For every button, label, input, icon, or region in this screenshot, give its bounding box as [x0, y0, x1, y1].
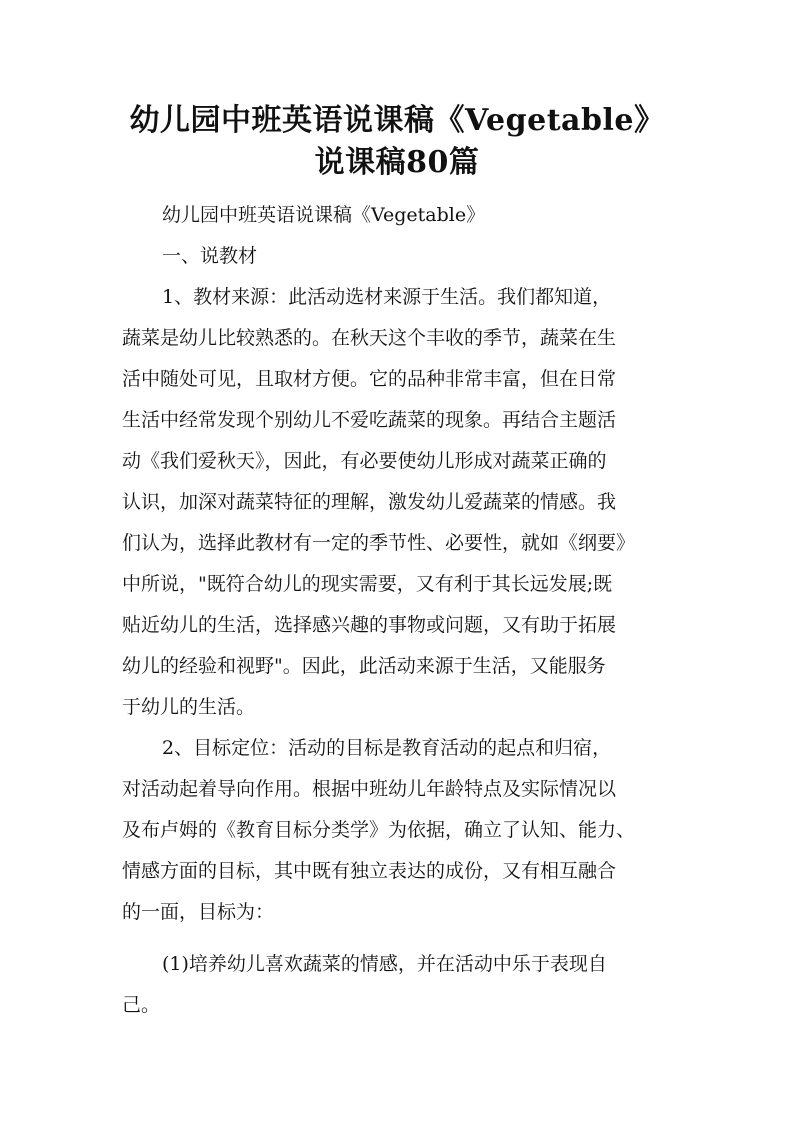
paragraph-2-line: 对活动起着导向作用。根据中班幼儿年龄特点及实际情况以: [122, 778, 617, 800]
paragraph-2-line: 2、目标定位：活动的目标是教育活动的起点和归宿，: [162, 737, 612, 759]
document-subtitle: 幼儿园中班英语说课稿《Vegetable》: [162, 204, 486, 226]
paragraph-3-line: (1)培养幼儿喜欢蔬菜的情感，并在活动中乐于表现自: [162, 953, 607, 975]
paragraph-1-line: 认识，加深对蔬菜特征的理解，激发幼儿爱蔬菜的情感。我: [122, 491, 617, 513]
paragraph-2-line: 情感方面的目标，其中既有独立表达的成份，又有相互融合: [122, 860, 617, 882]
paragraph-1-line: 动《我们爱秋天》，因此，有必要使幼儿形成对蔬菜正确的: [122, 450, 607, 472]
paragraph-2-line: 及布卢姆的《教育目标分类学》为依据，确立了认知、能力、: [122, 819, 636, 841]
paragraph-3-line: 己。: [122, 994, 161, 1016]
paragraph-1-line: 中所说，"既符合幼儿的现实需要，又有利于其长远发展;既: [122, 573, 613, 595]
paragraph-2-line: 的一面，目标为：: [122, 901, 275, 923]
section-heading: 一、说教材: [162, 245, 258, 267]
paragraph-1-line: 生活中经常发现个别幼儿不爱吃蔬菜的现象。再结合主题活: [122, 409, 617, 431]
document-title-line-2: 说课稿80篇: [314, 145, 480, 180]
document-title-line-1: 幼儿园中班英语说课稿《Vegetable》: [129, 103, 665, 138]
paragraph-1-line: 蔬菜是幼儿比较熟悉的。在秋天这个丰收的季节，蔬菜在生: [122, 327, 617, 349]
paragraph-1-line: 贴近幼儿的生活，选择感兴趣的事物或问题，又有助于拓展: [122, 614, 617, 636]
paragraph-1-line: 幼儿的经验和视野"。因此，此活动来源于生活，又能服务: [122, 655, 606, 677]
paragraph-1-line: 1、教材来源：此活动选材来源于生活。我们都知道，: [162, 286, 612, 308]
paragraph-1-line: 们认为，选择此教材有一定的季节性、必要性，就如《纲要》: [122, 532, 636, 554]
paragraph-1-line: 活中随处可见，且取材方便。它的品种非常丰富，但在日常: [122, 368, 617, 390]
paragraph-1-line: 于幼儿的生活。: [122, 696, 256, 718]
